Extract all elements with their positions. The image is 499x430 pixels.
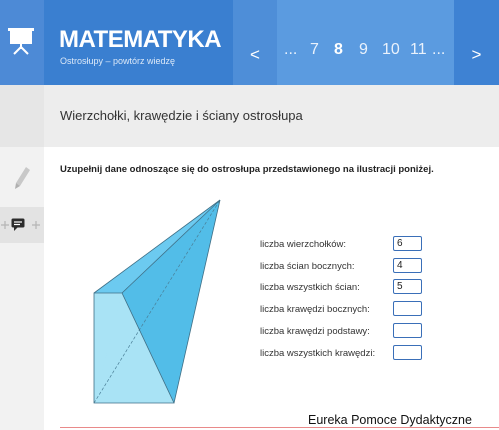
- task-instruction: Uzupełnij dane odnoszące się do ostrosłupa przedstawionego na ilustracji poniżej.: [60, 164, 434, 175]
- page-7[interactable]: 7: [310, 41, 319, 58]
- base-edges-input[interactable]: [393, 323, 422, 338]
- bottom-divider: [60, 427, 499, 428]
- field-label-side-edges: liczba krawędzi bocznych:: [260, 304, 370, 315]
- field-label-side-faces: liczba ścian bocznych:: [260, 261, 355, 272]
- next-page-button[interactable]: >: [454, 0, 499, 85]
- field-label-all-edges: liczba wszystkich krawędzi:: [260, 348, 376, 359]
- field-label-base-edges: liczba krawędzi podstawy:: [260, 326, 370, 337]
- watermark: Eureka Pomoce Dydaktyczne: [308, 413, 472, 427]
- presentation-icon: [8, 27, 34, 55]
- page-10[interactable]: 10: [382, 41, 400, 58]
- prev-page-button[interactable]: <: [233, 0, 277, 85]
- page-11[interactable]: 11: [410, 41, 427, 58]
- side-faces-input[interactable]: [393, 258, 422, 273]
- left-toolbar: [0, 147, 44, 430]
- page-ellipsis-end[interactable]: ...: [432, 41, 446, 58]
- field-label-vertices: liczba wierzchołków:: [260, 239, 347, 250]
- all-faces-input[interactable]: [393, 279, 422, 294]
- drag-handle-icon: [32, 221, 40, 229]
- app-subtitle: Ostrosłupy – powtórz wiedzę: [60, 56, 176, 66]
- page-ellipsis-start[interactable]: ...: [284, 41, 298, 58]
- home-button[interactable]: [0, 0, 44, 85]
- edit-tool-button[interactable]: [0, 160, 44, 196]
- pyramid-illustration: [60, 196, 240, 406]
- page-9[interactable]: 9: [359, 41, 368, 58]
- side-edges-input[interactable]: [393, 301, 422, 316]
- page-8-current[interactable]: 8: [334, 41, 343, 58]
- all-edges-input[interactable]: [393, 345, 422, 360]
- vertices-input[interactable]: [393, 236, 422, 251]
- chat-tool-button[interactable]: [0, 207, 44, 243]
- chat-icon: [11, 218, 25, 232]
- app-header: [0, 0, 499, 85]
- drag-handle-icon: [1, 221, 9, 229]
- section-title: Wierzchołki, krawędzie i ściany ostrosłupa: [60, 108, 303, 123]
- pencil-icon: [13, 166, 31, 190]
- field-label-all-faces: liczba wszystkich ścian:: [260, 282, 360, 293]
- page-numbers: [277, 0, 454, 85]
- app-title: MATEMATYKA: [59, 26, 222, 53]
- page-navigation: [233, 0, 454, 85]
